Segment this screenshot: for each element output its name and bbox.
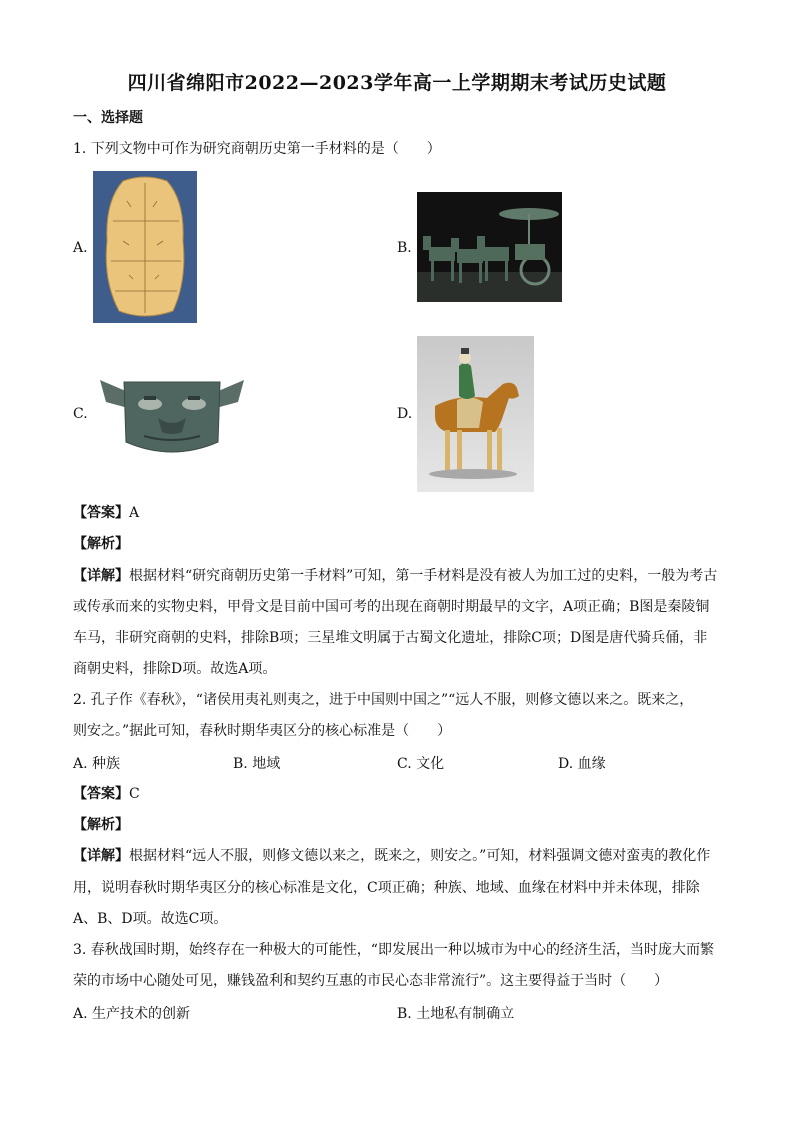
q2-option-a: A. 种族 <box>73 756 121 772</box>
q1-detail-line-1 <box>73 566 717 586</box>
q1-option-d-label: D. <box>397 406 413 422</box>
q2-option-b: B. 地域 <box>233 756 281 772</box>
q2-option-d: D. 血缘 <box>558 756 606 772</box>
q1-detail-text: 根据材料“研究商朝历史第一手材料”可知，第一手材料是没有被人为加工过的史料，一般为考古 <box>129 568 718 584</box>
q2-detail-line-1 <box>73 846 710 866</box>
oracle-bone-image <box>93 171 197 323</box>
q3-stem-line-2: 荣的市场中心随处可见，赚钱盈利和契约互惠的市民心态非常流行”。这主要得益于当时（ ） <box>73 973 669 989</box>
q1-option-b-label: B. <box>397 240 412 256</box>
q1-stem: 1. 下列文物中可作为研究商朝历史第一手材料的是（ ） <box>73 141 441 157</box>
bronze-mask-image <box>98 372 246 459</box>
q2-detail-text: 根据材料“远人不服，则修文德以来之，既来之，则安之。”可知，材料强调文德对蛮夷的教化作 <box>129 848 711 864</box>
page-title: 四川省绵阳市2022—2023学年高一上学期期末考试历史试题 <box>127 72 667 94</box>
q1-answer-value: A <box>129 505 140 521</box>
q3-option-b: B. 土地私有制确立 <box>397 1006 515 1022</box>
q2-answer <box>73 784 140 804</box>
q1-answer-tag: 【答案】 <box>73 505 129 521</box>
q1-option-a-label: A. <box>73 240 88 256</box>
q3-stem-line-1: 3. 春秋战国时期，始终存在一种极大的可能性，“即发展出一种以城市为中心的经济生活，当时庞大而繁 <box>73 942 714 958</box>
q1-detail-line-3: 车马，非研究商朝的史料，排除B项；三星堆文明属于古蜀文化遗址，排除C项；D图是唐代骑兵俑，非 <box>73 630 708 646</box>
q2-answer-value: C <box>129 786 140 802</box>
q2-analysis-tag: 【解析】 <box>73 817 129 833</box>
q2-detail-line-3: A、B、D项。故选C项。 <box>73 911 228 927</box>
q2-stem-line-2: 则安之。”据此可知，春秋时期华夷区分的核心标准是（ ） <box>73 723 452 739</box>
tang-horse-rider-image <box>417 336 534 492</box>
q2-option-c: C. 文化 <box>397 756 445 772</box>
q1-detail-tag: 【详解】 <box>73 568 129 584</box>
q2-answer-tag: 【答案】 <box>73 786 129 802</box>
q1-analysis-tag: 【解析】 <box>73 536 129 552</box>
q1-detail-line-4: 商朝史料，排除D项。故选A项。 <box>73 661 277 677</box>
q2-detail-line-2: 用，说明春秋时期华夷区分的核心标准是文化，C项正确；种族、地域、血缘在材料中并未体现，排除 <box>73 880 700 896</box>
q1-detail-line-2: 或传承而来的实物史料，甲骨文是目前中国可考的出现在商朝时期最早的文字，A项正确；B图是秦陵铜 <box>73 599 710 615</box>
q3-option-a: A. 生产技术的创新 <box>73 1006 191 1022</box>
q2-detail-tag: 【详解】 <box>73 848 129 864</box>
q1-option-c-label: C. <box>73 406 88 422</box>
bronze-chariot-image <box>417 192 562 302</box>
section-heading: 一、选择题 <box>73 110 143 126</box>
q1-answer <box>73 503 139 523</box>
q2-stem-line-1: 2. 孔子作《春秋》，“诸侯用夷礼则夷之，进于中国则中国之”“远人不服，则修文德以来之。既来之， <box>73 692 694 708</box>
